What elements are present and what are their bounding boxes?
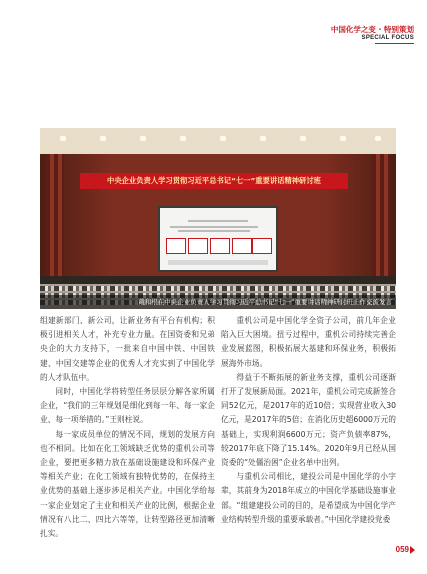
photo-caption: 戴和根在中央企业负责人学习贯彻习近平总书记“七一”重要讲话精神研讨班上作交流发言 <box>40 295 396 309</box>
paragraph: 每一家成员单位的情况不同，规划的发展方向也不相同。比如在化工领域缺乏优势的重机公司等企业，要把更多精力放在基础设施建设和环保产业等相关产业；在化工领域有独特优势的，在保持主业优势的基础上逐步涉足相关产业。中国化学给每一家企业划定了主业和相关产业的比例，根据企业情况有八比二、四比六等等，让转型路径更加清晰扎实。 <box>40 429 215 539</box>
header-rule <box>375 43 414 44</box>
screen-box <box>232 238 252 254</box>
ceiling-light <box>60 136 66 141</box>
paragraph: 重机公司是中国化学全资子公司，前几年企业陷入巨大困境。扭亏过程中，重机公司持续完善企业发展蓝图，积极拓展大基建和环保业务，积极拓展海外市场。 <box>221 316 396 368</box>
ceiling-light <box>300 136 306 141</box>
left-column <box>40 314 215 541</box>
ceiling-light <box>140 136 146 141</box>
screen-text-line <box>170 226 258 228</box>
screen-footer-strip <box>168 260 268 265</box>
right-curtain <box>372 154 390 276</box>
event-banner: 中央企业负责人学习贯彻习近平总书记“七一”重要讲话精神研讨班 <box>80 173 348 189</box>
hall-ceiling <box>40 128 396 154</box>
ceiling-light <box>100 136 106 141</box>
header-subtitle: SPECIAL FOCUS <box>361 35 414 41</box>
ceiling-light <box>180 136 186 141</box>
left-curtain <box>46 154 64 276</box>
stage-front <box>40 276 396 284</box>
page-marker-icon <box>410 546 415 554</box>
paragraph: 同时，中国化学将转型任务层层分解各家所属企业，“我们的三年规划是细化到每一年、每一家企业、每一项举措的。”王则柱说。 <box>40 387 215 425</box>
ceiling-light <box>260 136 266 141</box>
screen-box <box>252 238 272 254</box>
audience-row <box>40 286 396 291</box>
paragraph: 得益于不断拓展的新业务支撑，重机公司逐渐打开了发展新局面。2021年，重机公司完成新签合同52亿元，是2017年的近10倍；实现营业收入30亿元，是2017年的5倍；在消化历史超6000万元的基础上，实现利润6600万元；资产负债率87%，较2017年底下降了15.14%。2020年9月已经从国资委的“处僵治困”企业名单中出列。 <box>221 372 396 468</box>
paragraph: 与重机公司相比，建投公司是中国化学的小字辈，其前身为2018年成立的中国化学基础设施事业部。“组建建投公司的目的，是希望成为中国化学产业结构转型升级的重要承载者。”中国化学建投党委 <box>221 472 396 524</box>
screen-box <box>166 238 186 254</box>
screen-box <box>188 238 208 254</box>
screen-box <box>210 238 230 254</box>
right-column <box>221 314 396 527</box>
projection-screen <box>158 206 278 272</box>
ceiling-light <box>340 136 346 141</box>
conference-photo <box>40 128 396 309</box>
page-number: 059 <box>395 545 409 554</box>
ceiling-light <box>375 136 381 141</box>
screen-text-line <box>178 230 250 232</box>
ceiling-light <box>220 136 226 141</box>
paragraph: 组建新部门、新公司，让新业务有平台有机构；积极引进相关人才，补充专业力量。在国资委和兄弟央企的大力支持下，一批来自中国中铁、中国铁建、中国交建等企业的优秀人才充实到了中国化学的人才队伍中。 <box>40 316 215 382</box>
screen-text-line <box>188 220 248 222</box>
header-title: 中国化学之变 · 特别策划 <box>330 25 414 34</box>
